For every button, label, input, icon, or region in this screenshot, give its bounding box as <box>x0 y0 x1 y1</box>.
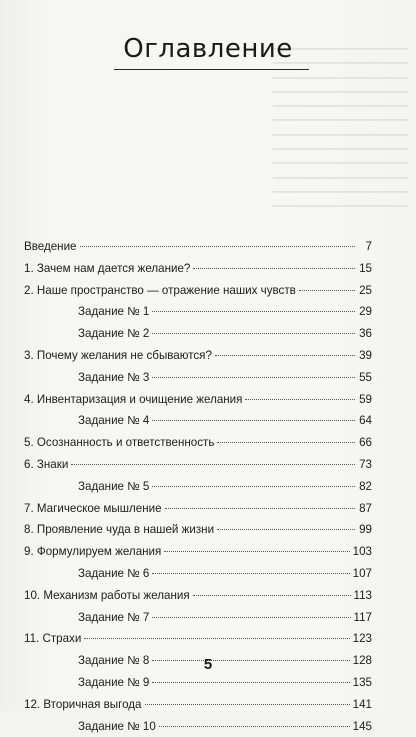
toc-entry-page: 25 <box>359 283 372 297</box>
toc-entry-page: 73 <box>359 457 372 471</box>
toc-entry-page: 128 <box>352 654 372 668</box>
toc-entry[interactable] <box>24 498 372 520</box>
dot-leader <box>245 399 355 400</box>
dot-leader <box>159 726 350 727</box>
toc-entry-title: Задание № 6 <box>78 566 150 580</box>
toc-entry-page: 29 <box>359 305 372 319</box>
dot-leader <box>152 682 349 683</box>
dot-leader <box>84 638 349 639</box>
toc-entry-title: Задание № 5 <box>78 479 150 493</box>
dot-leader <box>152 311 355 312</box>
toc-entry-title: Задание № 1 <box>78 305 150 319</box>
dot-leader <box>152 486 355 487</box>
dot-leader <box>193 595 351 596</box>
toc-entry-title: Введение <box>24 240 77 253</box>
dot-leader <box>217 529 355 530</box>
toc-subentry[interactable] <box>24 301 372 323</box>
toc-entry-title: 11. Страхи <box>24 632 82 646</box>
toc-entry-title: 12. Вторичная выгода <box>24 697 142 711</box>
page-title: Оглавление <box>123 34 293 64</box>
toc-entry-page: 39 <box>359 348 372 362</box>
toc-subentry[interactable] <box>24 563 372 585</box>
toc-entry[interactable] <box>24 236 372 258</box>
dot-leader <box>299 290 355 291</box>
dot-leader <box>152 617 350 618</box>
toc-entry-title: 1. Зачем нам дается желание? <box>24 261 191 275</box>
toc-subentry[interactable] <box>24 323 372 345</box>
toc-subentry[interactable] <box>24 607 372 629</box>
toc-entry-page: 103 <box>352 545 372 559</box>
toc-entry[interactable] <box>24 519 372 541</box>
toc-entry-page: 82 <box>359 479 372 493</box>
toc-entry[interactable] <box>24 541 372 563</box>
toc-entry[interactable] <box>24 585 372 607</box>
toc-entry-title: Задание № 3 <box>78 370 150 384</box>
dot-leader <box>80 246 356 247</box>
toc-entry-title: 8. Проявление чуда в нашей жизни <box>24 523 215 537</box>
toc-entry-page: 107 <box>352 566 372 580</box>
toc-entry[interactable] <box>24 345 372 367</box>
toc-entry-page: 64 <box>359 414 372 428</box>
toc-subentry[interactable] <box>24 476 372 498</box>
toc-entry-title: 5. Осознанность и ответственность <box>24 436 215 450</box>
dot-leader <box>71 464 355 465</box>
toc-entry[interactable] <box>24 628 372 650</box>
toc-subentry[interactable] <box>24 367 372 389</box>
toc-entry-page: 113 <box>353 588 372 602</box>
toc-entry-page: 87 <box>359 501 372 515</box>
bleed-through-text: ━━━━━━━━━━━━━━━━━━━━━━━━━ ━━━━━━━━━━━━━━━━━━━━━━━━━ ━━━━━━━━━━━━━━━━━━━━━━━━━ ━━━━━━━━━━━━━━━━━━━━━━━━━ ━━━━━━━━━━━━━━━━━━━━━━━━━ ━━━━━━━━━━━━━━━━━━━━━━━━━ ━━━━━━━━━━━━━━━━━━━━━━━━━ ━━━━━━━━━━━━━━━━━━━━━━━━━ ━━━━━━━━━━━━━━━━━━━━━━━━━ ━━━━━━━━━━━━━━━━━━━━━━━━━ ━━━━━━━━━━━━━━━━━━━━━━━━━ ━━━━━━━━━━━━━━━━━━━━━━━━━ <box>272 44 408 212</box>
dot-leader <box>152 420 355 421</box>
page-number: 5 <box>203 656 213 673</box>
toc-subentry[interactable] <box>24 672 372 694</box>
toc-entry[interactable] <box>24 280 372 302</box>
toc-entry-page: 15 <box>359 261 372 275</box>
toc-entry-page: 99 <box>359 523 372 537</box>
toc-subentry[interactable] <box>24 410 372 432</box>
toc-entry-title: Задание № 2 <box>78 327 150 341</box>
title-underline <box>114 69 309 70</box>
toc-entry-page: 59 <box>359 392 372 406</box>
toc-entry-title: 7. Магическое мышление <box>24 501 162 515</box>
toc-entry[interactable] <box>24 389 372 411</box>
toc-entry-page: 135 <box>352 675 372 689</box>
toc-subentry[interactable] <box>24 716 372 737</box>
toc-entry-title: Задание № 10 <box>78 719 156 733</box>
dot-leader <box>152 573 349 574</box>
toc-entry-title: 4. Инвентаризация и очищение желания <box>24 392 243 406</box>
toc-entry-title: 2. Наше пространство — отражение наших чувств <box>24 283 296 297</box>
toc-entry-title: 10. Механизм работы желания <box>24 588 190 602</box>
toc-entry-page: 55 <box>359 370 372 384</box>
toc-entry-page: 145 <box>352 719 372 733</box>
dot-leader <box>164 551 349 552</box>
toc-entry[interactable] <box>24 694 372 716</box>
dot-leader <box>215 355 355 356</box>
dot-leader <box>152 333 355 334</box>
dot-leader <box>217 442 355 443</box>
toc-entry-page: 141 <box>352 697 372 711</box>
toc-entry-page: 7 <box>365 240 372 253</box>
dot-leader <box>165 508 355 509</box>
toc-entry-title: Задание № 9 <box>78 675 150 689</box>
toc-entry[interactable] <box>24 432 372 454</box>
toc-entry[interactable] <box>24 258 372 280</box>
dot-leader <box>152 377 355 378</box>
toc-entry-title: Задание № 4 <box>78 414 150 428</box>
toc-entry-page: 66 <box>359 436 372 450</box>
toc-entry-title: Задание № 8 <box>78 654 150 668</box>
dot-leader <box>145 704 350 705</box>
toc-entry-title: 6. Знаки <box>24 457 69 471</box>
toc-entry-page: 36 <box>359 327 372 341</box>
toc-entry-title: 9. Формулируем желания <box>24 545 162 559</box>
toc-entry[interactable] <box>24 454 372 476</box>
toc-entry-page: 117 <box>353 610 372 624</box>
toc-entry-title: 3. Почему желания не сбываются? <box>24 348 212 362</box>
dot-leader <box>193 268 355 269</box>
toc-entry-page: 123 <box>352 632 372 646</box>
toc-entry-title: Задание № 7 <box>78 610 150 624</box>
